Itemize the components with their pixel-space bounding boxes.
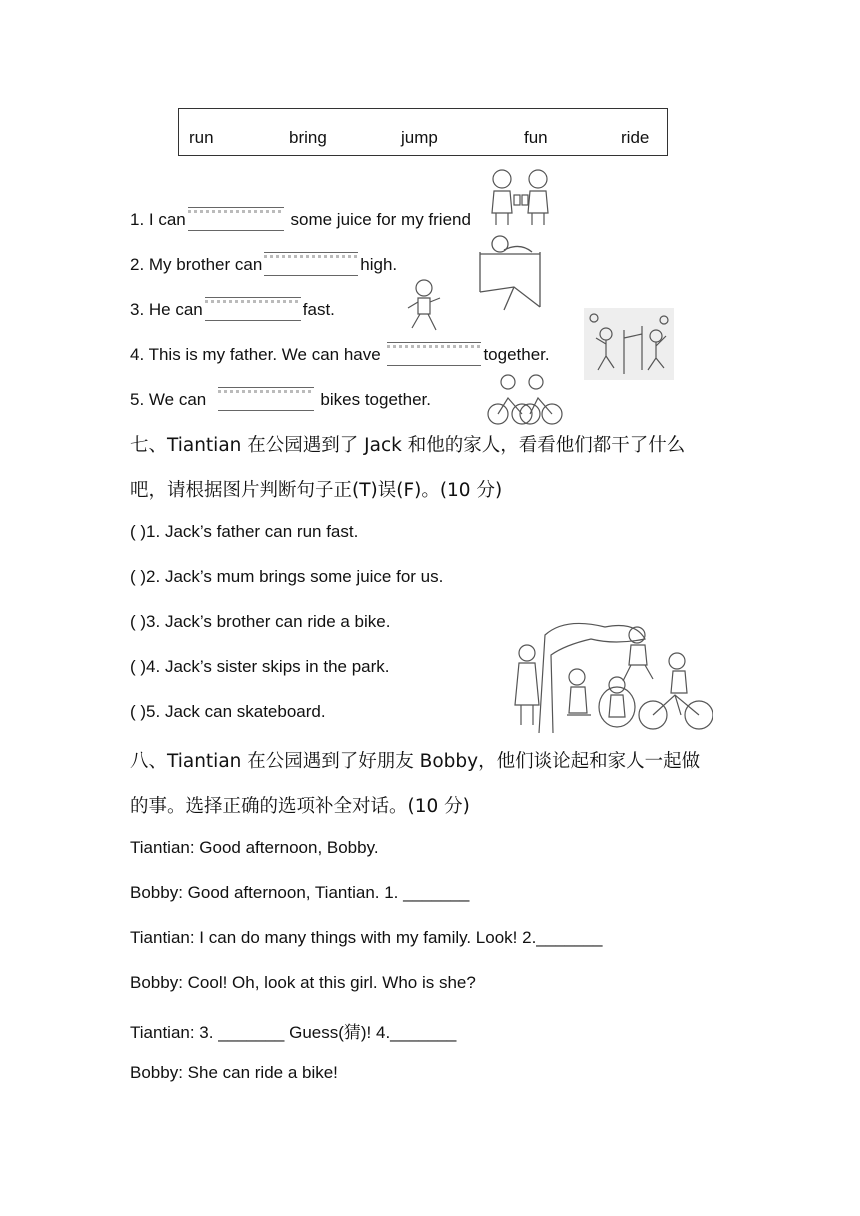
bike-riding-kids-illustration (486, 370, 564, 426)
word-bank-item: fun (524, 128, 548, 147)
word-bank-item: ride (621, 128, 650, 147)
tf-item-3: ( )3. Jack’s brother can ride a bike. (130, 612, 391, 631)
question-text: 3. He can (130, 300, 203, 319)
section8-title-line2: 的事。选择正确的选项补全对话。(10 分) (130, 796, 470, 817)
dialogue-line-4: Bobby: Cool! Oh, look at this girl. Who is she? (130, 973, 476, 992)
word-bank-item: bring (289, 128, 327, 147)
dialogue-line-3: Tiantian: I can do many things with my family. Look! 2._______ (130, 928, 603, 947)
question-text: 5. We can (130, 390, 207, 409)
park-family-illustration (505, 615, 713, 735)
high-jump-illustration (474, 232, 550, 312)
question-text: some juice for my friend (290, 210, 471, 229)
answer-blank[interactable] (218, 387, 314, 411)
word-bank-box (178, 108, 668, 156)
question-text: fast. (302, 300, 335, 319)
word-bank-item: jump (401, 128, 438, 147)
answer-blank[interactable] (205, 297, 301, 321)
fill-blank-2 (130, 252, 397, 276)
dialogue-line-1: Tiantian: Good afternoon, Bobby. (130, 838, 379, 857)
running-boy-illustration (404, 278, 444, 334)
fill-blank-5 (130, 387, 431, 411)
fill-blank-3 (130, 297, 335, 321)
fill-blank-1 (130, 207, 471, 231)
dialogue-line-2: Bobby: Good afternoon, Tiantian. 1. _______ (130, 883, 470, 902)
answer-blank[interactable] (188, 207, 284, 231)
tf-item-4: ( )4. Jack’s sister skips in the park. (130, 657, 390, 676)
question-text: bikes together. (320, 390, 431, 409)
fill-blank-4 (130, 342, 550, 366)
question-text: high. (360, 255, 398, 274)
dialogue-line-6: Bobby: She can ride a bike! (130, 1063, 338, 1082)
dialogue-line-5: Tiantian: 3. _______ Guess(猜)! 4._______ (130, 1023, 457, 1042)
question-text: 4. This is my father. We can have (130, 345, 381, 364)
kids-juice-illustration (486, 165, 558, 227)
answer-blank[interactable] (264, 252, 358, 276)
tf-item-5: ( )5. Jack can skateboard. (130, 702, 326, 721)
tf-item-1: ( )1. Jack’s father can run fast. (130, 522, 359, 541)
word-bank-item: run (189, 128, 214, 147)
section7-title-line2: 吧，请根据图片判断句子正(T)误(F)。(10 分) (130, 480, 503, 501)
badminton-illustration (584, 308, 674, 380)
section8-title-line1: 八、Tiantian 在公园遇到了好朋友 Bobby，他们谈论起和家人一起做 (130, 751, 701, 772)
question-text: 1. I can (130, 210, 186, 229)
question-text: together. (483, 345, 550, 364)
section7-title-line1: 七、Tiantian 在公园遇到了 Jack 和他的家人，看看他们都干了什么 (130, 435, 686, 456)
question-text: 2. My brother can (130, 255, 263, 274)
tf-item-2: ( )2. Jack’s mum brings some juice for us. (130, 567, 444, 586)
answer-blank[interactable] (387, 342, 481, 366)
